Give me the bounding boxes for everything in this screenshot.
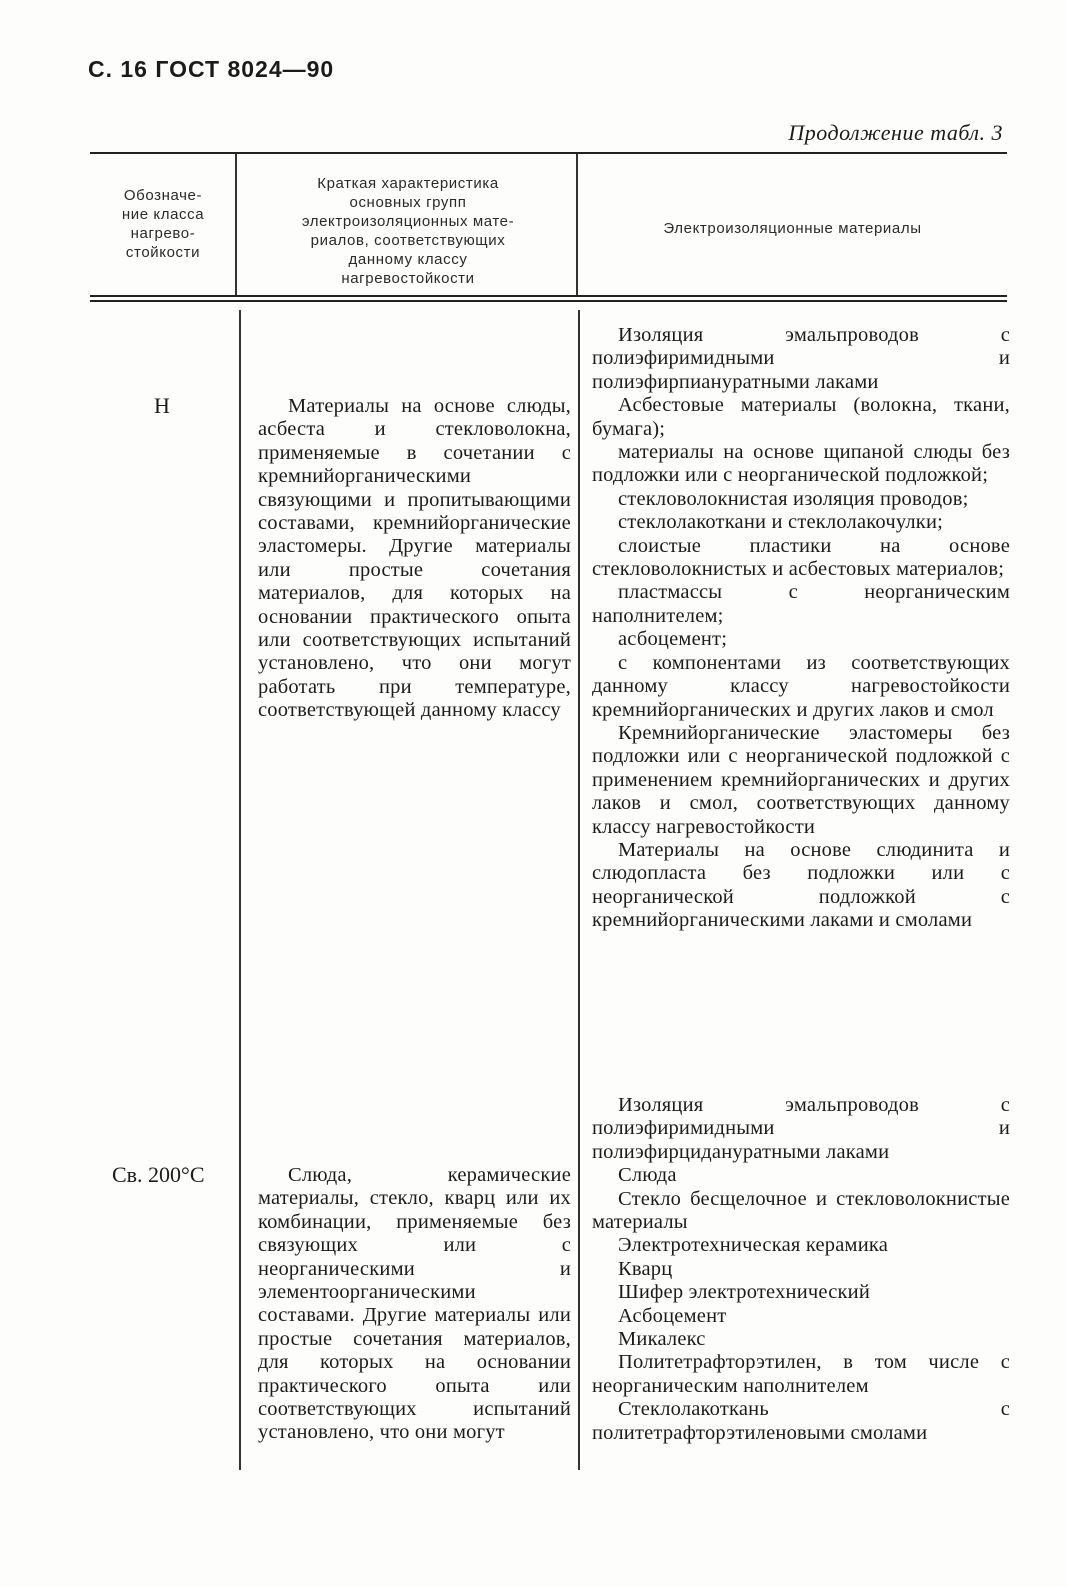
column-divider-2 xyxy=(576,154,578,295)
page-header: С. 16 ГОСТ 8024—90 xyxy=(88,56,335,82)
header-bottom-rule-2 xyxy=(90,300,1007,302)
material-item: пластмассы с неорганическим наполнителем; xyxy=(592,581,1010,627)
column-divider-2 xyxy=(578,310,580,1470)
material-item: Политетрафторэтилен, в том числе с неорганическим наполнителем xyxy=(592,1351,1010,1397)
material-item: асбоцемент; xyxy=(618,628,728,651)
material-item: Электротехническая керамика xyxy=(618,1234,889,1257)
header-bottom-rule xyxy=(90,295,1007,297)
material-item: Микалекс xyxy=(618,1328,706,1351)
material-item: Изоляция эмальпроводов с полиэфиримидными и полиэфирпиануратными лаками xyxy=(592,324,1010,393)
class-label: Св. 200°С xyxy=(112,1162,205,1187)
material-item: с компонентами из соответствующих данному классу нагревостойкости кремнийорганических и других лаков и смол xyxy=(592,651,1010,721)
material-item: Материалы на основе слюдинита и слюдопласта без подложки или с неорганической подложкой с кремнийорганическими лаками и смолами xyxy=(592,838,1010,932)
material-item: Изоляция эмальпроводов с полиэфиримидными и полиэфирцидануратными лаками xyxy=(592,1094,1010,1163)
material-item: стеклолакоткани и стеклолакочулки; xyxy=(618,511,944,534)
column-divider-1 xyxy=(239,310,241,1470)
table-continuation-label: Продолжение табл. 3 xyxy=(788,120,1003,145)
description-text: Материалы на основе слюды, асбеста и стекловолокна, применяемые в сочетании с кремнийорганическими связующими и пропитывающими составами, кремнийорганические эластомеры. Другие материалы или простые сочетания материалов, для которых на основании практического опыта или соответствующих испытаний установлено, что они могут работать при температуре, соответствующей данному классу xyxy=(258,395,571,722)
column-header-materials: Электроизоляционные материалы xyxy=(663,220,922,237)
column-divider-1 xyxy=(235,154,237,295)
material-item: Слюда xyxy=(618,1164,677,1187)
material-item: Стекло бесщелочное и стекловолокнистые материалы xyxy=(592,1187,1010,1234)
material-item: стекловолокнистая изоляция проводов; xyxy=(618,487,969,510)
material-item: Шифер электротехнический xyxy=(618,1281,870,1304)
material-item: слоистые пластики на основе стекловолокнистых и асбестовых материалов; xyxy=(592,534,1010,581)
material-item: Кварц xyxy=(618,1257,673,1280)
class-description xyxy=(258,395,571,723)
material-item: материалы на основе щипаной слюды без подложки или с неорганической подложкой; xyxy=(592,441,1010,487)
materials-list xyxy=(592,324,1010,933)
material-item: Асбестовые материалы (волокна, ткани, бумага); xyxy=(592,394,1010,440)
column-header-class: Обозначе- ние класса нагрево- стойкости xyxy=(121,187,205,261)
column-header-description: Краткая характеристика основных групп электроизоляционных мате- риалов, соответствующих данному классу нагревостойкости xyxy=(301,175,515,287)
class-description xyxy=(258,1164,571,1445)
material-item: Кремнийорганические эластомеры без подложки или с неорганической подложкой с применением кремнийорганических и других лаков и смол, соответствующих данному классу нагревостойкости xyxy=(592,721,1010,838)
class-label: H xyxy=(154,393,170,418)
materials-list xyxy=(592,1094,1010,1445)
table-top-rule xyxy=(90,152,1007,154)
material-item: Стеклолакоткань с политетрафторэтиленовыми смолами xyxy=(592,1398,1010,1444)
description-text: Слюда, керамические материалы, стекло, кварц или их комбинации, применяемые без связующих или с неорганическими и элементоорганическими составами. Другие материалы или простые сочетания материалов, для которых на основании практического опыта или соответствующих испытаний установлено, что они могут xyxy=(258,1164,571,1444)
material-item: Асбоцемент xyxy=(618,1304,727,1327)
